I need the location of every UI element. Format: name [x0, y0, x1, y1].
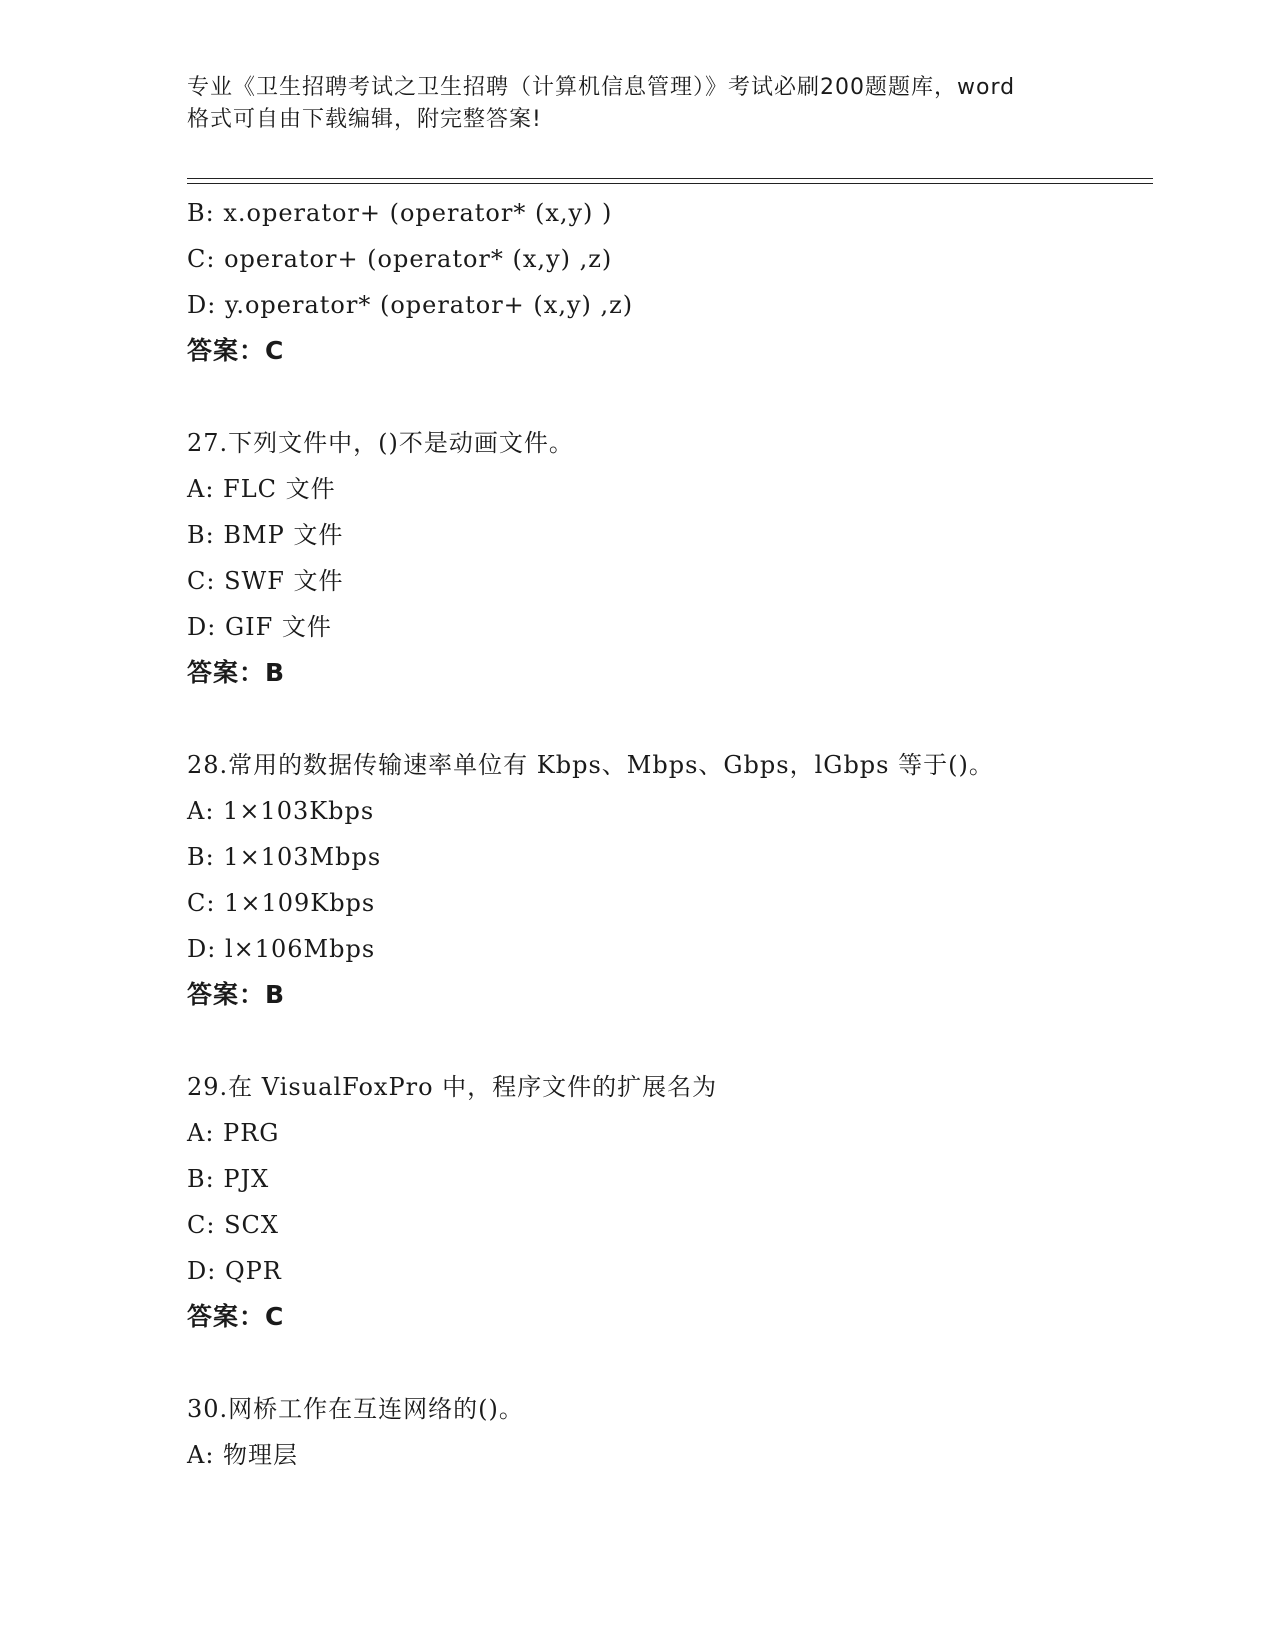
question-spacer: [187, 1340, 1153, 1386]
option-c: C: SWF 文件: [187, 567, 344, 595]
question-spacer: [187, 374, 1153, 420]
option-b: B: PJX: [187, 1165, 270, 1193]
question-30: [187, 1386, 1153, 1478]
question-stem: 27.下列文件中，()不是动画文件。: [187, 429, 574, 457]
option-b: B: x.operator+ (operator* (x,y) ): [187, 199, 613, 227]
question-27: [187, 420, 1153, 696]
question-list: [187, 190, 1153, 1478]
answer-line: 答案：B: [187, 980, 286, 1009]
option-c: C: operator+ (operator* (x,y) ,z): [187, 245, 613, 273]
option-d: D: l×106Mbps: [187, 935, 376, 963]
option-d: D: QPR: [187, 1257, 282, 1285]
header-divider-bottom: [187, 183, 1153, 184]
option-a: A: 物理层: [187, 1441, 299, 1469]
question-spacer: [187, 696, 1153, 742]
answer-line: 答案：C: [187, 1302, 285, 1331]
question-28: [187, 742, 1153, 1018]
option-d: D: y.operator* (operator+ (x,y) ,z): [187, 291, 634, 319]
option-a: A: 1×103Kbps: [187, 797, 375, 825]
header-line-1: 专业《卫生招聘考试之卫生招聘（计算机信息管理）》考试必刷200题题库，word: [187, 75, 1016, 100]
question-stem: 30.网桥工作在互连网络的()。: [187, 1395, 524, 1423]
question-stem: 28.常用的数据传输速率单位有 Kbps、Mbps、Gbps，lGbps 等于()。: [187, 751, 994, 779]
option-d: D: GIF 文件: [187, 613, 332, 641]
option-c: C: 1×109Kbps: [187, 889, 376, 917]
question-stem: 29.在 VisualFoxPro 中，程序文件的扩展名为: [187, 1073, 718, 1101]
option-c: C: SCX: [187, 1211, 279, 1239]
question-spacer: [187, 1018, 1153, 1064]
document-header: [187, 72, 1087, 136]
answer-line: 答案：B: [187, 658, 286, 687]
answer-line: 答案：C: [187, 336, 285, 365]
option-a: A: FLC 文件: [187, 475, 336, 503]
option-a: A: PRG: [187, 1119, 280, 1147]
header-divider-top: [187, 178, 1153, 179]
question-29: [187, 1064, 1153, 1340]
option-b: B: 1×103Mbps: [187, 843, 382, 871]
previous-question-block: [187, 190, 1153, 374]
header-line-2: 格式可自由下载编辑，附完整答案!: [187, 107, 542, 132]
option-b: B: BMP 文件: [187, 521, 344, 549]
